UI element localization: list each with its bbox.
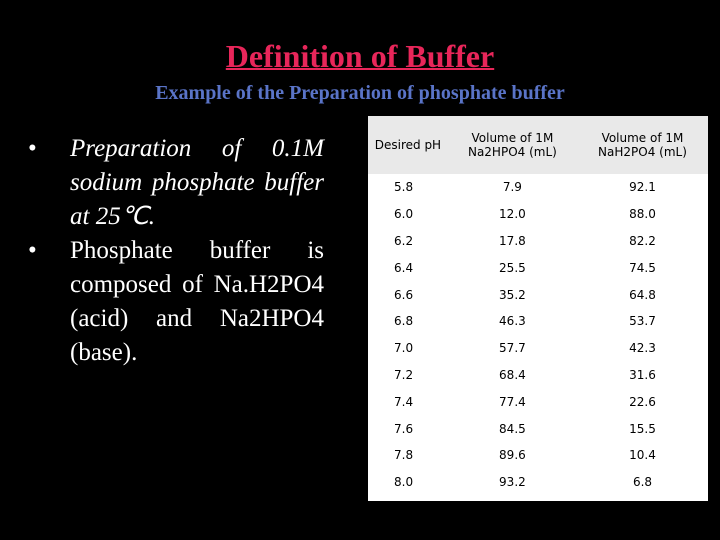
cell-nah2po4: 88.0 [629, 207, 656, 222]
cell-na2hpo4: 89.6 [499, 448, 526, 463]
cell-ph: 7.4 [394, 394, 414, 409]
table-header-row [368, 116, 708, 174]
bullet-marker: • [28, 237, 37, 264]
table-row [368, 281, 708, 308]
cell-nah2po4: 74.5 [629, 260, 656, 275]
cell-na2hpo4: 35.2 [499, 287, 526, 302]
slide-subtitle: Example of the Preparation of phosphate buffer [155, 82, 565, 104]
header-na2hpo4-volume: Volume of 1M Na2HPO4 (mL) [448, 116, 577, 174]
table-row [368, 415, 708, 442]
table-row [368, 308, 708, 335]
table-row [368, 442, 708, 469]
bullet-item [28, 234, 324, 370]
table-row [368, 254, 708, 281]
cell-ph: 7.8 [394, 448, 414, 463]
cell-na2hpo4: 77.4 [499, 394, 526, 409]
cell-nah2po4: 10.4 [629, 448, 656, 463]
cell-nah2po4: 82.2 [629, 233, 656, 248]
cell-ph: 6.2 [394, 233, 414, 248]
cell-na2hpo4: 12.0 [499, 207, 526, 222]
header-desired-ph: Desired pH [368, 116, 448, 174]
bullet-text: Phosphate buffer is composed of Na.H2PO4 (acid) and Na2HPO4 (base). [70, 237, 324, 366]
bullet-list [28, 132, 324, 370]
cell-ph: 8.0 [394, 475, 414, 490]
cell-nah2po4: 92.1 [629, 180, 656, 195]
cell-na2hpo4: 84.5 [499, 421, 526, 436]
cell-ph: 5.8 [394, 180, 414, 195]
cell-na2hpo4: 25.5 [499, 260, 526, 275]
cell-nah2po4: 6.8 [632, 475, 653, 490]
buffer-table [368, 116, 708, 496]
table-row [368, 335, 708, 362]
author-credit: Samar A. Damiati [516, 506, 668, 530]
table-row [368, 174, 708, 201]
cell-na2hpo4: 93.2 [499, 475, 526, 490]
cell-nah2po4: 64.8 [629, 287, 656, 302]
slide-title: Definition of Buffer [225, 38, 495, 74]
cell-na2hpo4: 57.7 [499, 341, 526, 356]
bullet-text: Preparation of 0.1M sodium phosphate buffer at 25℃. [70, 135, 324, 230]
table-body [368, 174, 708, 496]
cell-ph: 7.2 [394, 367, 414, 382]
cell-na2hpo4: 17.8 [499, 233, 526, 248]
cell-ph: 6.4 [394, 260, 414, 275]
header-nah2po4-volume: Volume of 1M NaH2PO4 (mL) [577, 116, 708, 174]
cell-ph: 6.6 [394, 287, 414, 302]
bullet-marker: • [28, 135, 37, 162]
table-row [368, 388, 708, 415]
cell-na2hpo4: 68.4 [499, 367, 526, 382]
cell-nah2po4: 22.6 [629, 394, 656, 409]
cell-na2hpo4: 7.9 [502, 180, 522, 195]
cell-ph: 6.8 [394, 314, 414, 329]
cell-nah2po4: 31.6 [629, 367, 656, 382]
bullet-item [28, 132, 324, 234]
cell-ph: 7.0 [394, 341, 414, 356]
cell-nah2po4: 15.5 [629, 421, 656, 436]
table-row [368, 201, 708, 228]
buffer-table-panel [368, 116, 708, 501]
cell-ph: 6.0 [394, 207, 414, 222]
cell-na2hpo4: 46.3 [499, 314, 526, 329]
cell-ph: 7.6 [394, 421, 414, 436]
table-row [368, 469, 708, 496]
cell-nah2po4: 53.7 [629, 314, 656, 329]
table-row [368, 228, 708, 255]
table-row [368, 362, 708, 389]
cell-nah2po4: 42.3 [629, 341, 656, 356]
